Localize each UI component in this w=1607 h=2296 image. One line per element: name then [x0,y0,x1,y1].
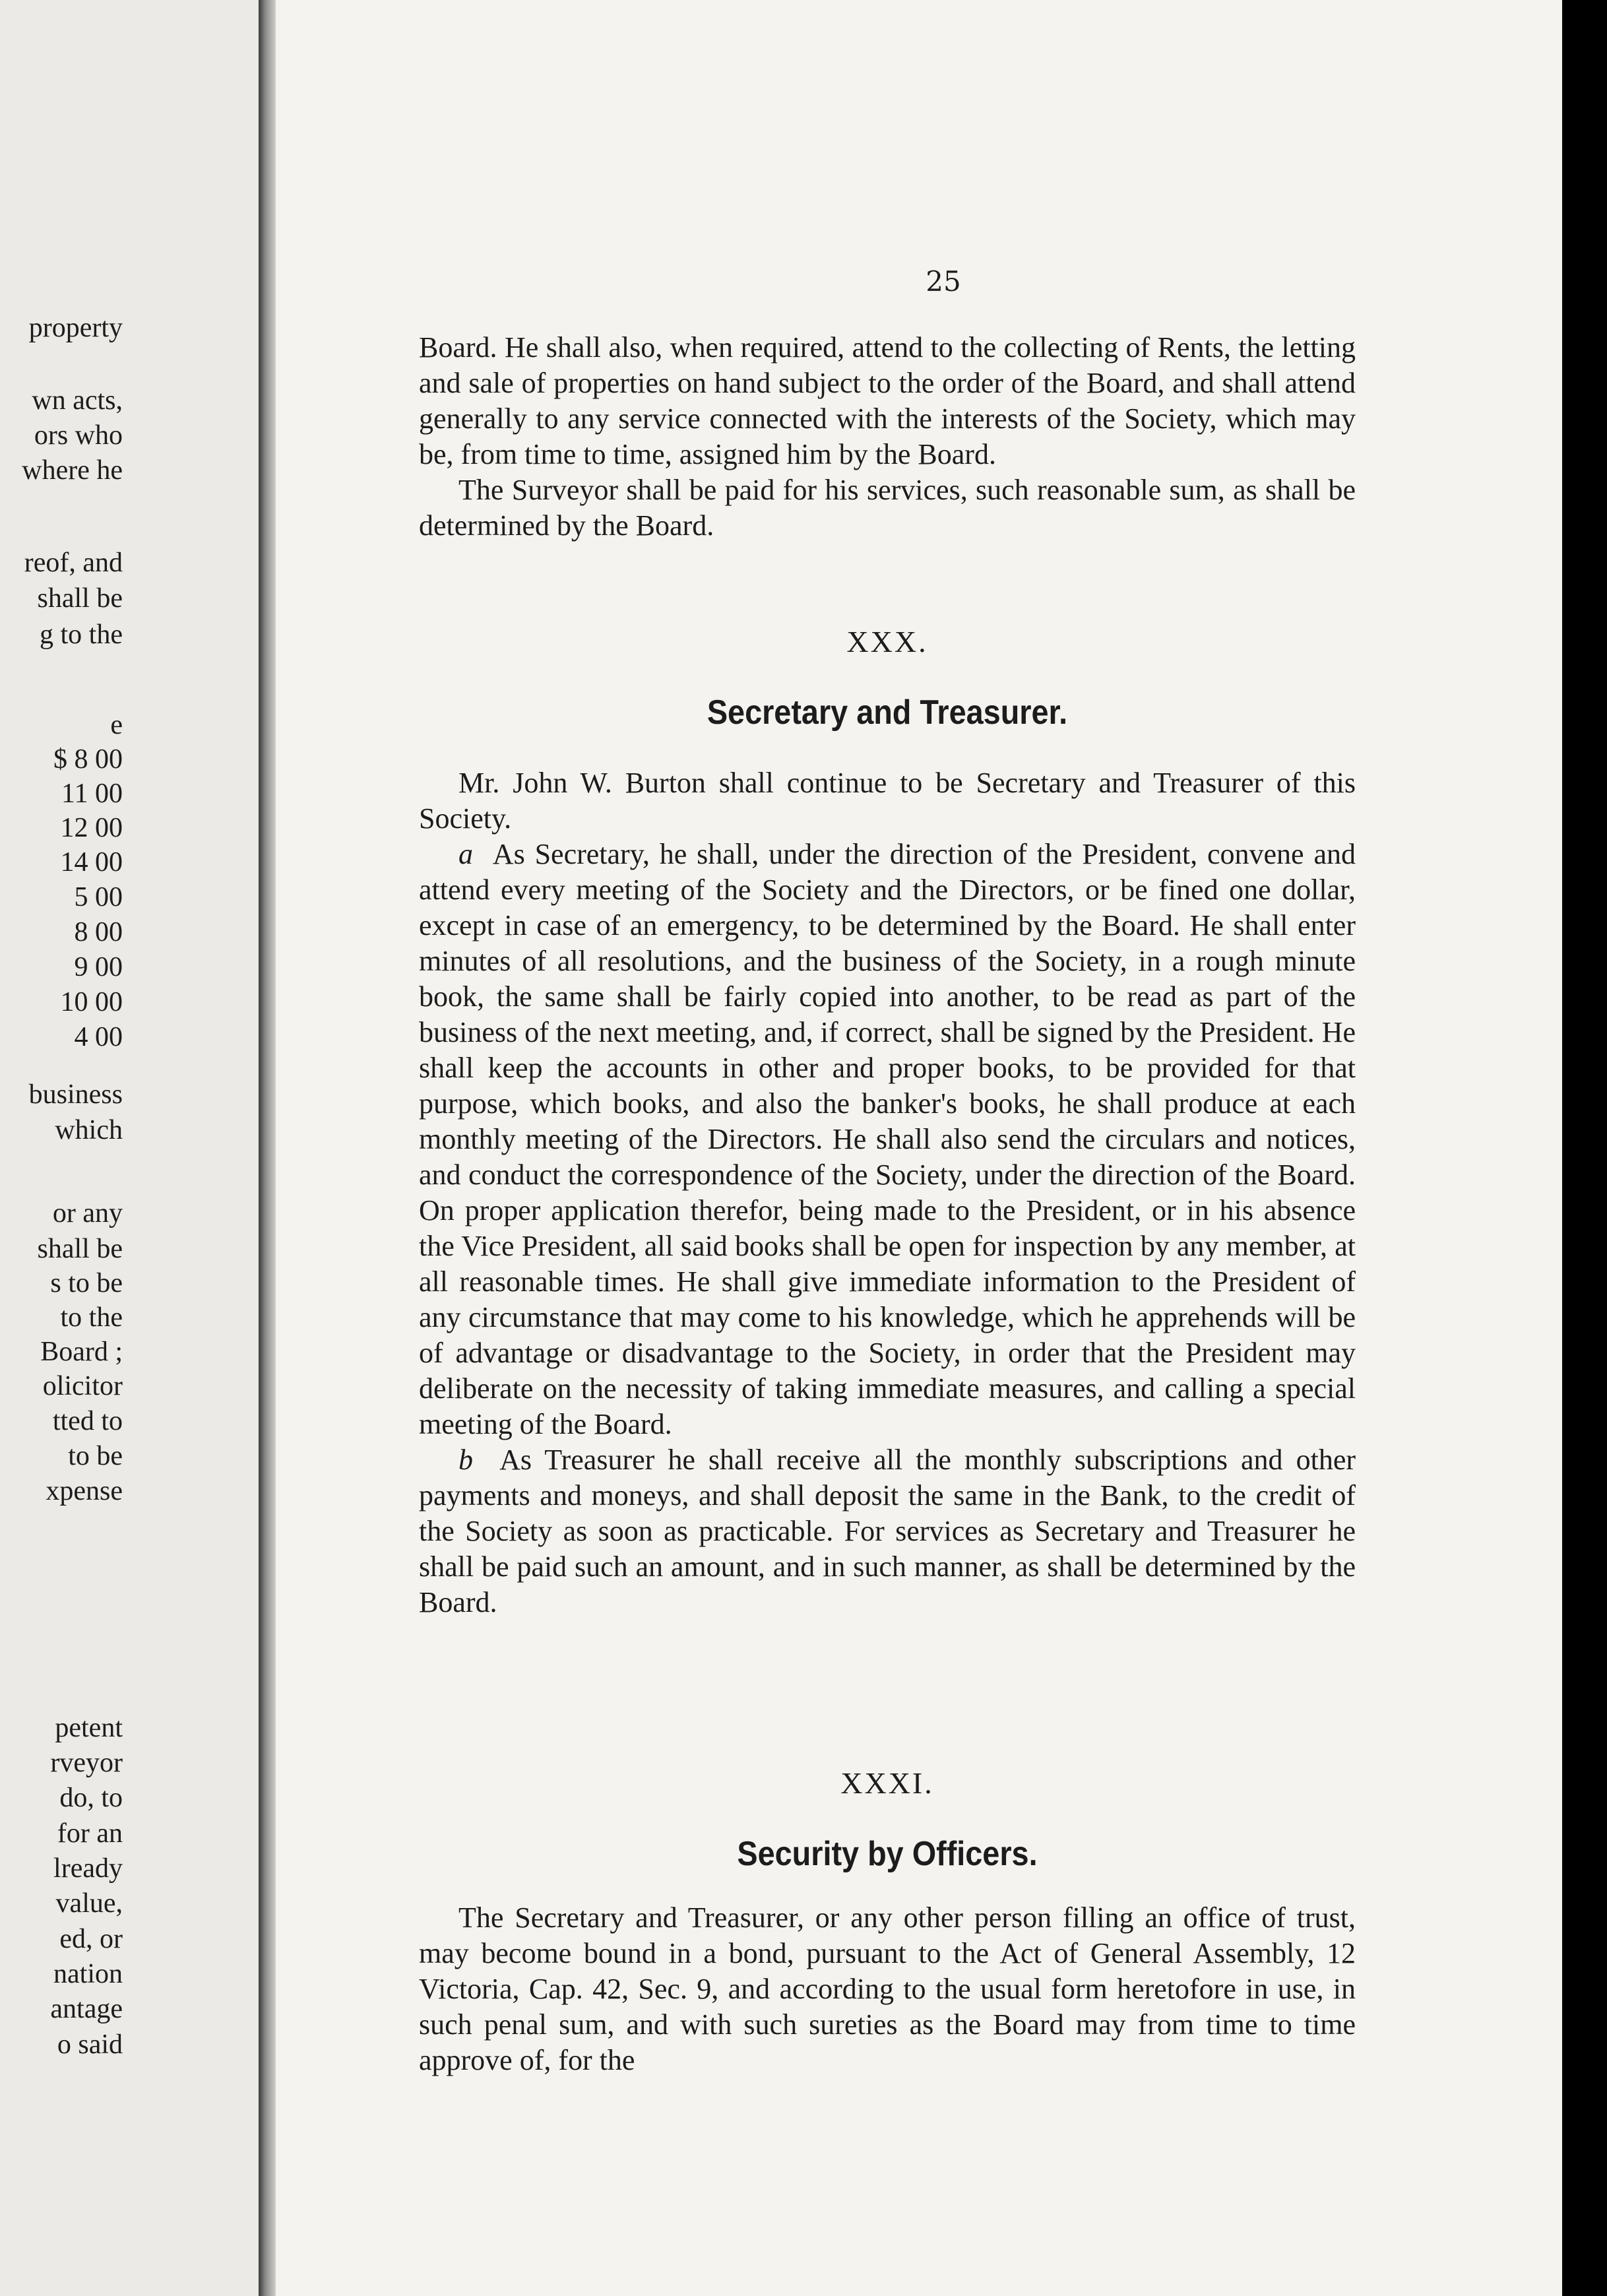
security-paragraph: The Secretary and Treasurer, or any other person filling an office of trust, may become bound in a bond, pursuant to the Act of General Assembly, 12 Victoria, Cap. 42, Sec. 9, and according to the usual form heretofore in use, in such penal sum, and with such sureties as the Board may from time to time approve of, for the [419,1901,1356,2076]
left-page-fragment: olicitor [42,1371,123,1401]
page-number: 25 [926,265,961,298]
left-page-fragment: 9 00 [74,952,123,982]
left-page-fragment: shall be [37,583,123,614]
left-page-fragment: value, [55,1888,123,1919]
scan-border [1562,0,1607,2296]
left-page-fragment: ed, or [59,1924,123,1954]
left-page-fragment: for an [57,1818,123,1849]
left-page-fragment: shall be [37,1234,123,1264]
section-xxx-text [419,765,1356,1620]
left-page-fragment: 4 00 [74,1022,123,1052]
left-page-fragment: xpense [46,1476,123,1506]
left-page-fragment: g to the [40,620,123,650]
left-page-fragment: reof, and [24,548,123,578]
left-page-fragment: s to be [50,1268,123,1298]
treasurer-duties-paragraph [419,1442,1356,1620]
left-page-fragment: 10 00 [60,987,123,1017]
left-page [0,0,259,2296]
left-page-fragment: rveyor [50,1748,123,1778]
surveyor-pay-paragraph: The Surveyor shall be paid for his services, such reasonable sum, as shall be determined by the Board. [419,474,1356,542]
left-page-fragment: petent [55,1713,123,1743]
left-page-fragment: e [110,710,123,740]
left-page-fragment: Board ; [40,1337,123,1367]
left-page-fragment: $ 8 00 [53,744,123,775]
left-page-fragment: to be [68,1441,123,1471]
left-page-fragment: property [28,313,123,343]
left-page-fragment: o said [57,2029,123,2060]
secretary-duties-paragraph [419,837,1356,1442]
left-page-fragment: 11 00 [61,779,123,809]
treasurer-duties-text: As Treasurer he shall receive all the monthly subscriptions and other payments and moneys, and shall deposit the same in the Bank, to the credit of the Society as soon as practicable. For services as Secretary and Treasurer he shall be paid such an amount, and in such manner, as shall be determined by the Board. [419,1444,1356,1618]
left-page-fragment: ors who [34,420,123,451]
left-page-fragment: wn acts, [32,385,123,416]
left-page-fragment: do, to [59,1783,123,1813]
section-title-security-by-officers: Security by Officers. [737,1835,1038,1873]
left-page-fragment: 8 00 [74,917,123,947]
section-title-secretary-treasurer: Secretary and Treasurer. [707,693,1068,732]
left-page-fragment: 12 00 [60,813,123,843]
left-page-fragment: or any [52,1198,123,1228]
left-page-fragment: where he [22,455,123,486]
intro-paragraph: Board. He shall also, when required, attend to the collecting of Rents, the letting and sale of properties on hand subject to the order of the Board, and shall attend generally to any service connected with the interests of the Society, which may be, from time to time, assigned him by the Board. [419,331,1356,470]
intro-text [419,330,1356,544]
left-page-fragment: tted to [52,1406,123,1436]
secretary-duties-text: As Secretary, he shall, under the direction of the President, convene and attend every meeting of the Society and the Directors, or be fined one dollar, except in case of an emergency, to be determined by the Board. He shall enter minutes of all resolutions, and the business of the Society, in a rough minute book, the same shall be fairly copied into another, to be read as part of the business of the next meeting, and, if correct, shall be signed by the President. He shall keep the accounts in other and proper books, to be provided for that purpose, which books, and also the banker's books, he shall produce at each monthly meeting of the Directors. He shall also send the circulars and notices, and conduct the correspondence of the Society, under the direction of the Board. On proper application therefor, being made to the President, or in his absence the Vice President, all said books shall be open for inspection by any member, at all reasonable times. He shall give immediate information to the President of any circumstance that may come to his knowledge, which he apprehends will be of advantage or disadvantage to the Society, in order that the President may deliberate on the necessity of taking immediate measures, and calling a special meeting of the Board. [419,838,1356,1440]
section-number-xxxi: XXXI. [840,1766,934,1800]
item-letter-a: a [458,838,473,870]
left-page-fragment: nation [53,1959,123,1989]
left-page-fragment: to the [60,1302,123,1333]
left-page-fragment: 14 00 [60,847,123,877]
left-page-fragment: 5 00 [74,882,123,912]
left-page-fragment: antage [50,1994,123,2024]
section-xxxi-text [419,1900,1356,2078]
book-gutter [259,0,276,2296]
item-letter-b: b [458,1444,473,1476]
section-number-xxx: XXX. [846,625,928,658]
left-page-fragment: business [28,1079,123,1110]
left-page-fragment: lready [53,1853,123,1884]
secretary-intro-paragraph: Mr. John W. Burton shall continue to be Secretary and Treasurer of this Society. [419,767,1356,835]
left-page-fragment: which [55,1115,123,1145]
